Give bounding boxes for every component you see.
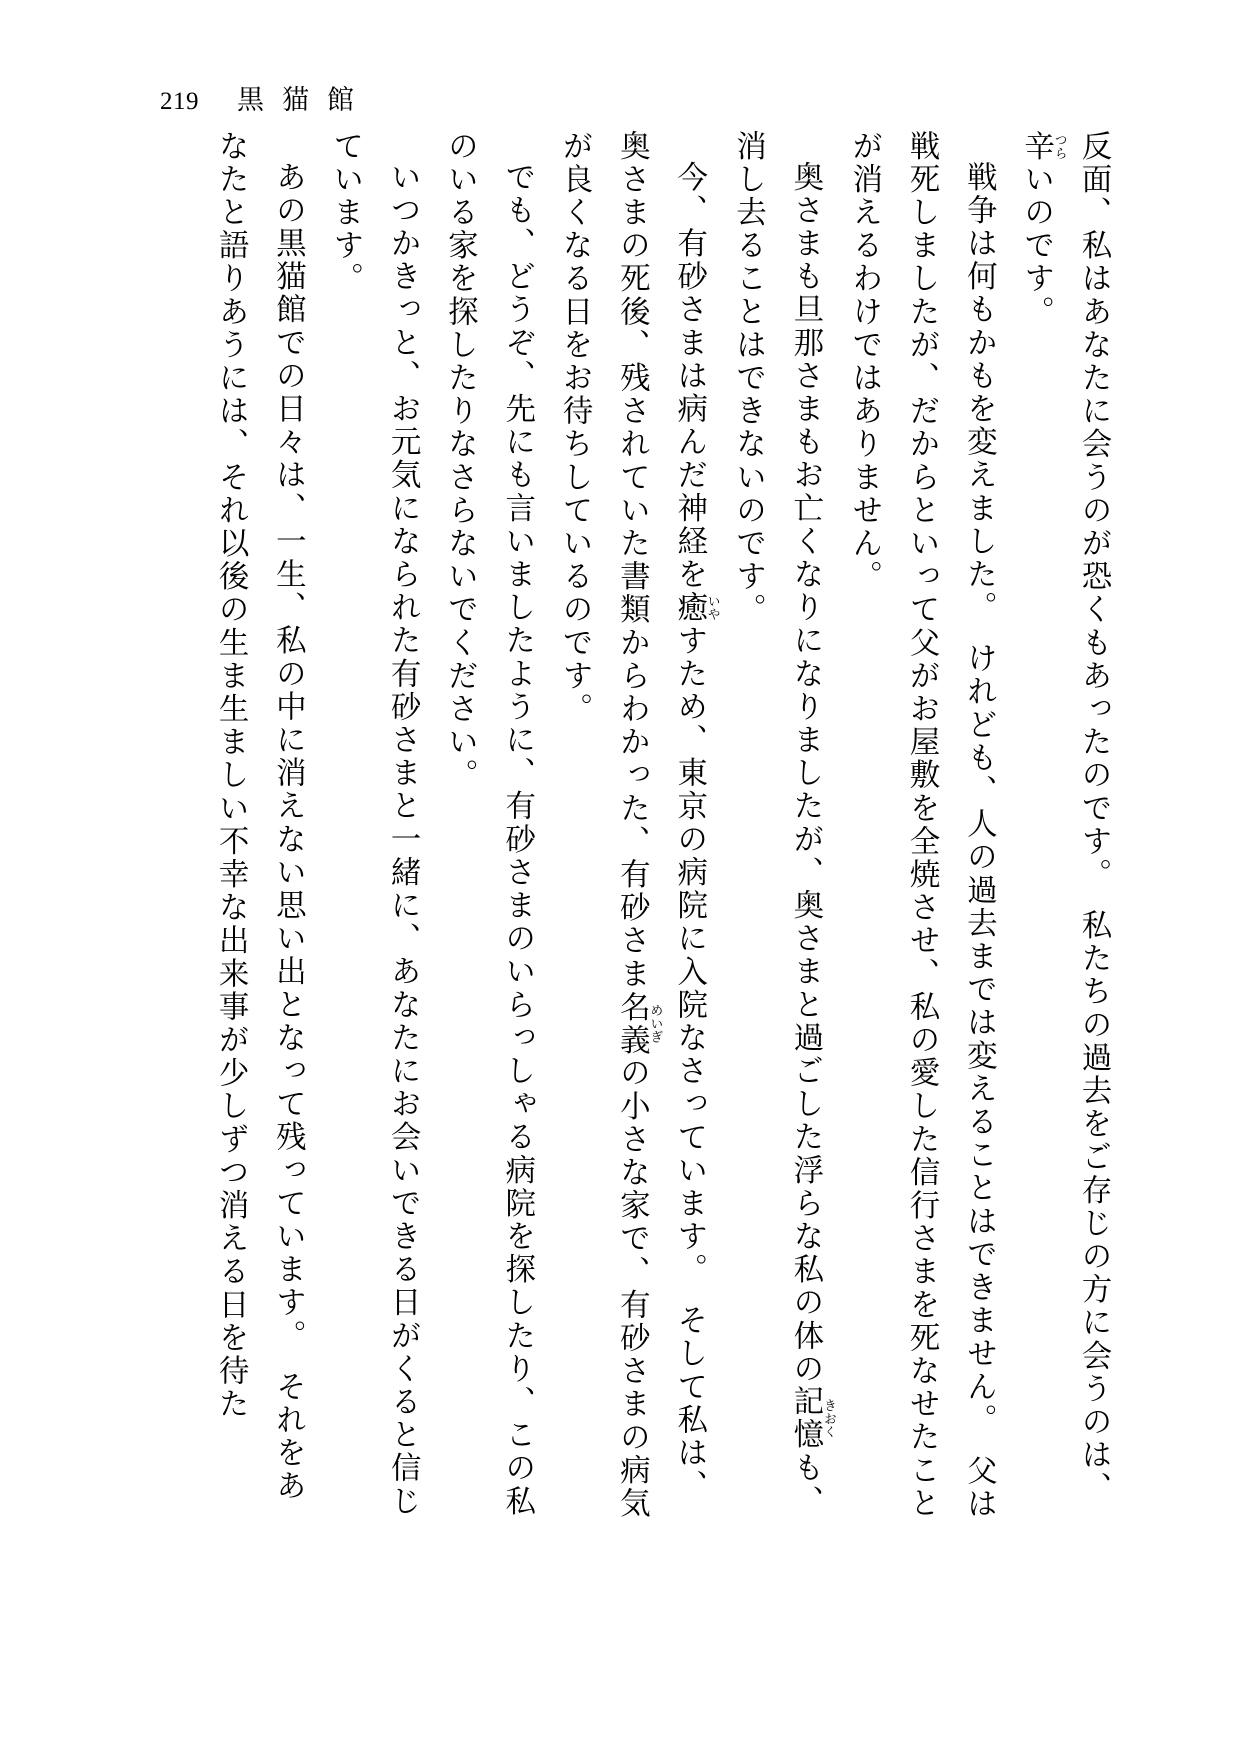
ruby-text: 癒いや xyxy=(671,590,720,624)
page-header xyxy=(160,78,372,117)
body-paragraph: 奥さまも旦那さまもお亡くなりになりましたが、奥さまと過ごした浮らな私の体の記憶きおくも、消し去ることはできないのです。 xyxy=(730,130,836,1518)
body-paragraph: 今、有砂さまは病んだ神経を癒いやすため、東京の病院に入院なさっています。 そして私は、奥さまの死後、残されていた書類からわかった、有砂さま名義めいぎの小さな家で、有砂さまの病気が良くなる日をお待ちしているのです。 xyxy=(557,130,720,1521)
body-paragraph: でも、どうぞ、先にも言いましたように、有砂さまのいらっしゃる病院を探したり、この私のいる家を探したりなさらないでください。 xyxy=(442,130,535,1518)
body-paragraph: 戦争は何もかもを変えました。 けれども、人の過去までは変えることはできません。 父は戦死しましたが、だからといって父がお屋敷を全焼させ、私の愛した信行さまを死なせたことが消えるわけではありません。 xyxy=(846,130,997,1521)
body-paragraph: あの黒猫館での日々は、一生、私の中に消えない思い出となって残っています。 それをあなたと語りあうには、それ以後の生ま生ましい不幸な出来事が少しずつ消える日を待た xyxy=(213,130,306,1503)
ruby-text: 辛つら xyxy=(1018,130,1067,164)
body-paragraph: 反面、私はあなたに会うのが恐くもあったのです。 私たちの過去をご存じの方に会うのは、辛つらいのです。 xyxy=(1018,130,1111,1505)
page-number: 219 xyxy=(160,88,199,115)
ruby-text: 名義めいぎ xyxy=(614,990,663,1057)
ruby-text: 記憶きおく xyxy=(787,1385,836,1452)
body-paragraph: いつかきっと、お元気になられた有砂さまと一緒に、あなたにお会いできる日がくると信じています。 xyxy=(327,130,421,1518)
running-title: 黒猫館 xyxy=(237,85,372,116)
page-body xyxy=(213,130,1122,1530)
